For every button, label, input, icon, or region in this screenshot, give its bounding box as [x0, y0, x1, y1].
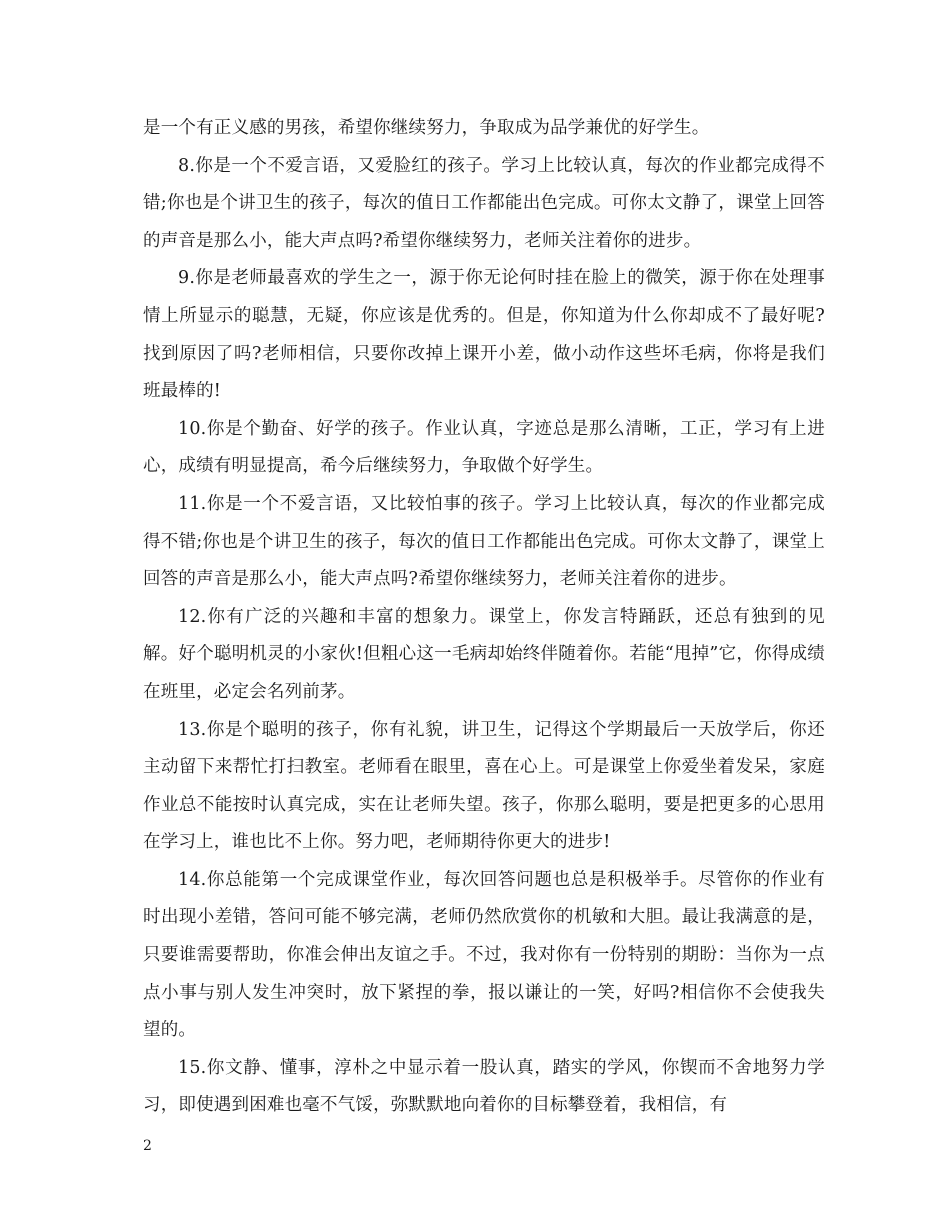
page-number: 2 [143, 1138, 152, 1154]
document-body [143, 110, 825, 1125]
paragraph-11: 11.你是一个不爱言语，又比较怕事的孩子。学习上比较认真，每次的作业都完成得不错;你也是个讲卫生的孩子，每次的值日工作都能出色完成。可你太文静了，课堂上回答的声音是那么小，能大声点吗?希望你继续努力，老师关注着你的进步。 [143, 493, 825, 590]
paragraph-8: 8.你是一个不爱言语，又爱脸红的孩子。学习上比较认真，每次的作业都完成得不错;你也是个讲卫生的孩子，每次的值日工作都能出色完成。可你太文静了，课堂上回答的声音是那么小，能大声点吗?希望你继续努力，老师关注着你的进步。 [143, 155, 825, 251]
paragraph-10: 10.你是个勤奋、好学的孩子。作业认真，字迹总是那么清晰，工正，学习有上进心，成绩有明显提高，希今后继续努力，争取做个好学生。 [143, 418, 825, 477]
paragraph-continued: 是一个有正义感的男孩，希望你继续努力，争取成为品学兼优的好学生。 [143, 118, 710, 138]
paragraph-15: 15.你文静、懂事，淳朴之中显示着一股认真，踏实的学风，你锲而不舍地努力学习，即使遇到困难也毫不气馁，弥默默地向着你的目标攀登着，我相信，有 [143, 1057, 825, 1116]
paragraph-14: 14.你总能第一个完成课堂作业，每次回答问题也总是积极举手。尽管你的作业有时出现小差错，答问可能不够完满，老师仍然欣赏你的机敏和大胆。最让我满意的是，只要谁需要帮助，你准会伸出友谊之手。不过，我对你有一份特别的期盼：当你为一点点小事与别人发生冲突时，放下紧捏的拳，报以谦让的一笑，好吗?相信你不会使我失望的。 [143, 869, 825, 1041]
paragraph-12: 12.你有广泛的兴趣和丰富的想象力。课堂上，你发言特踊跃，还总有独到的见解。好个聪明机灵的小家伙!但粗心这一毛病却始终伴随着你。若能“甩掉”它，你得成绩在班里，必定会名列前茅。 [143, 606, 825, 702]
paragraph-13: 13.你是个聪明的孩子，你有礼貌，讲卫生，记得这个学期最后一天放学后，你还主动留下来帮忙打扫教室。老师看在眼里，喜在心上。可是课堂上你爱坐着发呆，家庭作业总不能按时认真完成，实在让老师失望。孩子，你那么聪明，要是把更多的心思用在学习上，谁也比不上你。努力吧，老师期待你更大的进步! [143, 719, 825, 853]
paragraph-9: 9.你是老师最喜欢的学生之一，源于你无论何时挂在脸上的微笑，源于你在处理事情上所显示的聪慧，无疑，你应该是优秀的。但是，你知道为什么你却成不了最好呢?找到原因了吗?老师相信，只要你改掉上课开小差，做小动作这些坏毛病，你将是我们班最棒的! [143, 268, 825, 402]
